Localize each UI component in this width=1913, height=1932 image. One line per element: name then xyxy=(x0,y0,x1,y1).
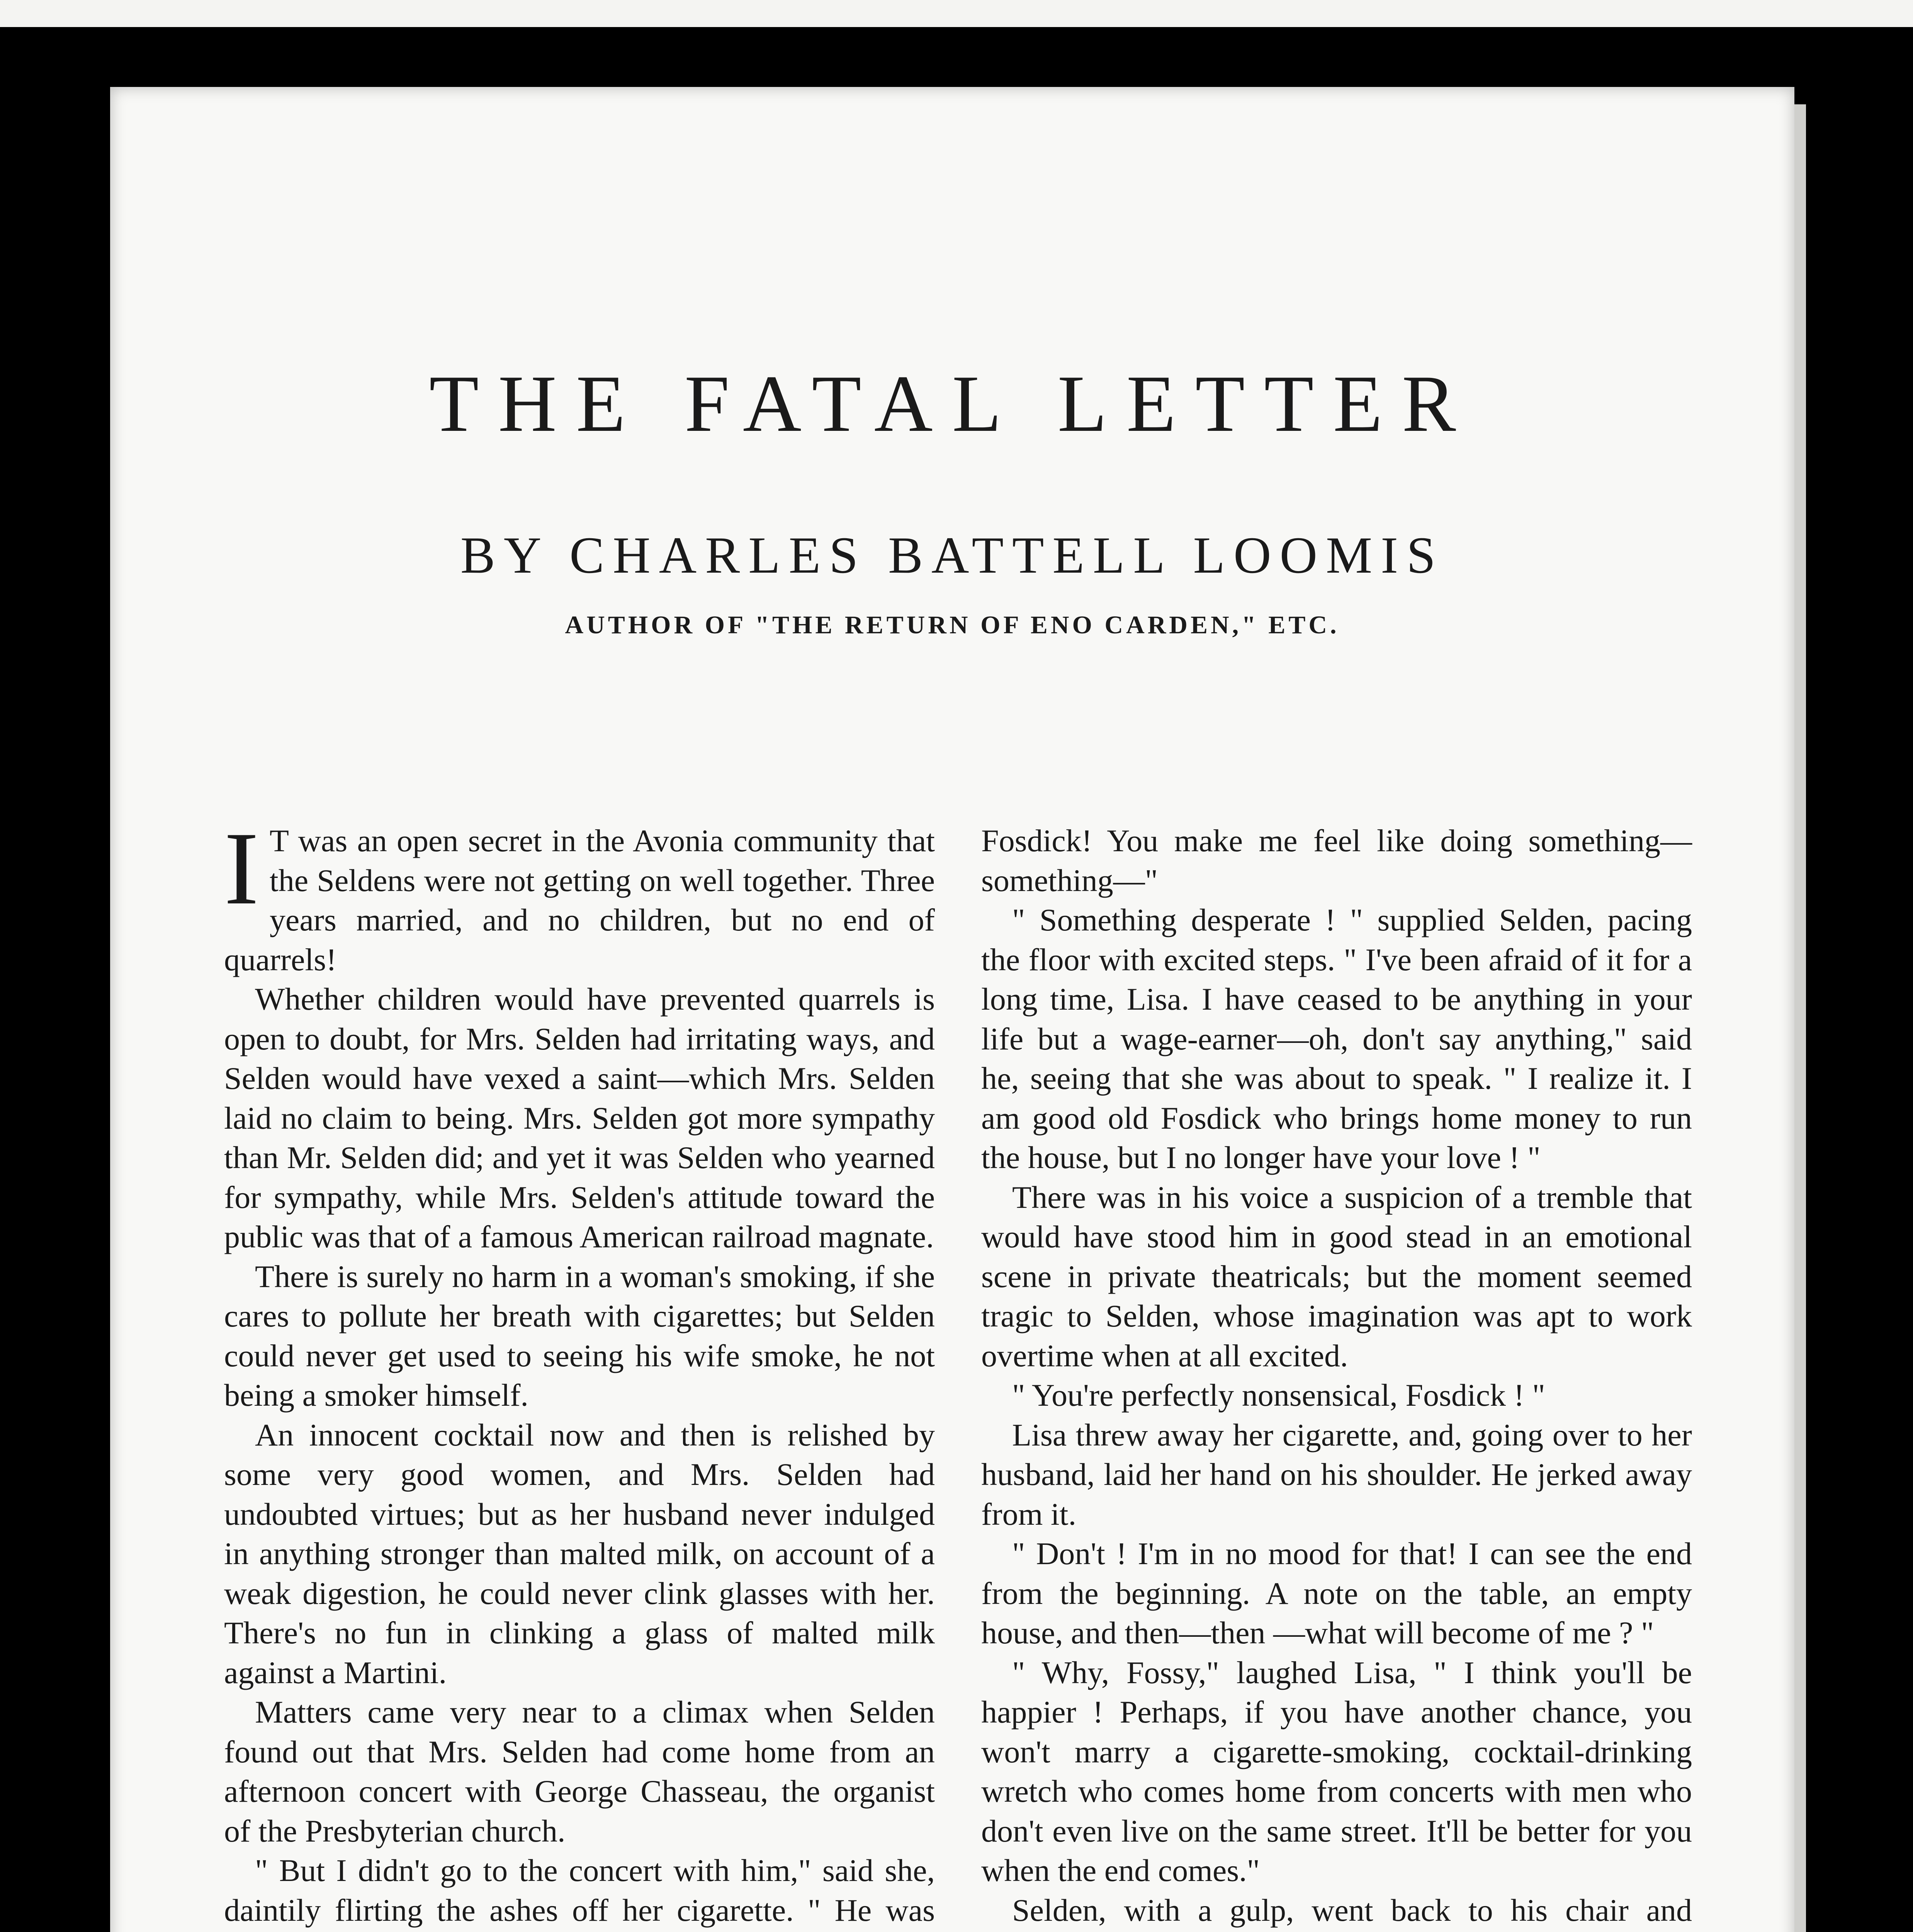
paragraph: Lisa threw away her cigarette, and, going over to her husband, laid her hand on his shoulder. He jerked away from it. xyxy=(981,1417,1692,1532)
article-byline: BY CHARLES BATTELL LOOMIS xyxy=(460,527,1444,584)
magazine-page xyxy=(110,87,1794,1932)
previous-page-edge xyxy=(0,0,1913,27)
paragraph: " Don't ! I'm in no mood for that! I can see the end from the beginning. A note on the table, an empty house, and then—then —what will become of me ? " xyxy=(981,1536,1692,1650)
author-note: AUTHOR OF "THE RETURN OF ENO CARDEN," ETC. xyxy=(565,611,1340,639)
paragraph: There was in his voice a suspicion of a tremble that would have stood him in good stead in an emotional scene in private theatricals; but the moment seemed tragic to Selden, whose imagination was apt to work overtime when at all excited. xyxy=(981,1179,1692,1373)
paragraph: Selden, with a gulp, went back to his chair and xyxy=(1012,1892,1692,1928)
paragraph xyxy=(224,811,935,980)
paragraph: " Something desperate ! " supplied Selden, pacing the floor with excited steps. " I've been afraid of it for a long time, Lisa. I have ceased to be anything in your life but a wage-earner—oh, don't say anything," said he, seeing that she was about to speak. " I realize it. I am good old Fosdick who brings home money to run the house, but I no longer have your love ! " xyxy=(981,902,1692,1175)
paragraph: There is surely no harm in a woman's smoking, if she cares to pollute her breath with cigarettes; but Selden could never get used to seeing his wife smoke, he not being a smoker himself. xyxy=(224,1259,935,1413)
article-title: THE FATAL LETTER xyxy=(429,359,1475,449)
paragraph: " Why, Fossy," laughed Lisa, " I think you'll be happier ! Perhaps, if you have another chance, you won't marry a cigarette-smoking, cocktail-drinking wretch who comes home from concerts with men who don't even live on the same street. It'll be better for you when the end comes." xyxy=(981,1655,1692,1888)
left-column xyxy=(224,811,935,1932)
paragraph: " You're perfectly nonsensical, Fosdick ! " xyxy=(1012,1378,1545,1413)
paragraph: Matters came very near to a climax when Selden found out that Mrs. Selden had come home from an afternoon concert with George Chasseau, the organist of the Presbyterian church. xyxy=(224,1694,935,1849)
paragraph: Fosdick! You make me feel like doing something—something—" xyxy=(981,823,1692,898)
paragraph: " But I didn't go to the concert with him," said she, daintily flirting the ashes off her cigarette. " He was xyxy=(224,1853,935,1928)
drop-cap: I xyxy=(224,811,259,926)
right-column xyxy=(981,821,1692,1932)
paragraph: Whether children would have prevented quarrels is open to doubt, for Mrs. Selden had irritating ways, and Selden would have vexed a saint—which Mrs. Selden laid no claim to being. Mrs. Selden got more sympathy than Mr. Selden did; and yet it was Selden who yearned for sympathy, while Mrs. Selden's attitude toward the public was that of a famous American railroad magnate. xyxy=(224,981,935,1254)
paragraph-text: T was an open secret in the Avonia community that the Seldens were not getting on well together. Three years married, and no children, but no end of quarrels! xyxy=(224,823,935,977)
page-edge-shadow xyxy=(1794,104,1806,1932)
paragraph: An innocent cocktail now and then is relished by some very good women, and Mrs. Selden had undoubted virtues; but as her husband never indulged in anything stronger than malted milk, on account of a weak digestion, he could never clink glasses with her. There's no fun in clinking a glass of malted milk against a Martini. xyxy=(224,1417,935,1690)
